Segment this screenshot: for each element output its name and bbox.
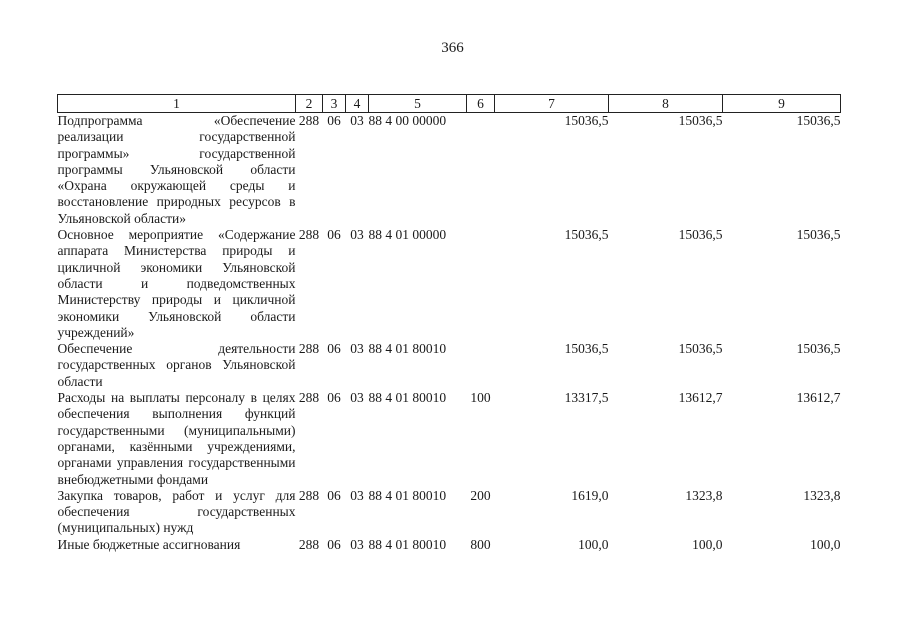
row-amount-col-7: 15036,5 <box>564 227 609 243</box>
row-section-code: 06 <box>327 227 341 243</box>
row-expense-type <box>467 341 495 390</box>
header-col-5: 5 <box>369 95 467 113</box>
table-row <box>58 227 841 341</box>
row-expense-type <box>467 113 495 228</box>
row-subsection-code: 03 <box>350 113 364 128</box>
header-col-8: 8 <box>609 95 723 113</box>
budget-table <box>57 94 841 553</box>
row-name: Обеспечение деятельности государственных органов Ульяновской области <box>57 341 296 389</box>
row-expense-type: 800 <box>470 536 491 552</box>
row-amount-col-9: 15036,5 <box>796 113 841 128</box>
row-ministry-code: 288 <box>298 536 320 552</box>
row-section-code: 06 <box>327 390 341 406</box>
row-ministry-code: 288 <box>298 390 320 406</box>
row-amount-col-7: 13317,5 <box>564 390 609 406</box>
row-amount-col-9: 15036,5 <box>796 341 841 357</box>
row-name: Расходы на выплаты персоналу в целях обеспечения выполнения функций государственными (муниципальными) органами, казёнными учреждениями, органами управления государственными внебюджетными фондами <box>57 390 296 487</box>
row-amount-col-8: 13612,7 <box>678 390 723 406</box>
row-amount-col-9: 100,0 <box>810 536 841 552</box>
row-target-article: 88 4 01 80010 <box>368 390 447 406</box>
row-amount-col-8: 15036,5 <box>678 341 723 357</box>
row-amount-col-9: 15036,5 <box>796 227 841 243</box>
row-subsection-code: 03 <box>350 536 364 552</box>
table-body <box>58 113 841 554</box>
row-amount-col-8: 100,0 <box>692 536 723 552</box>
header-col-2: 2 <box>296 95 323 113</box>
table-row <box>58 488 841 537</box>
row-amount-col-7: 15036,5 <box>564 113 609 128</box>
row-section-code: 06 <box>327 341 341 357</box>
header-col-3: 3 <box>323 95 346 113</box>
row-name: Подпрограмма «Обеспечение реализации государственной программы» государственной программы Ульяновской области «Охрана окружающей среды и восстановление природных ресурсов в Ульяновской области» <box>57 113 296 226</box>
header-col-7: 7 <box>495 95 609 113</box>
row-ministry-code: 288 <box>298 113 320 128</box>
row-expense-type: 200 <box>470 487 491 503</box>
row-expense-type: 100 <box>470 390 491 406</box>
row-ministry-code: 288 <box>298 487 320 503</box>
header-col-9: 9 <box>723 95 841 113</box>
table-row <box>58 390 841 488</box>
header-col-6: 6 <box>467 95 495 113</box>
row-section-code: 06 <box>327 113 341 128</box>
header-col-1: 1 <box>58 95 296 113</box>
table-row <box>58 537 841 553</box>
row-subsection-code: 03 <box>350 341 364 357</box>
row-name: Иные бюджетные ассигнования <box>57 536 241 552</box>
page-number: 366 <box>441 40 464 56</box>
row-target-article: 88 4 00 00000 <box>368 113 447 128</box>
row-target-article: 88 4 01 00000 <box>368 227 447 243</box>
row-subsection-code: 03 <box>350 227 364 243</box>
row-subsection-code: 03 <box>350 487 364 503</box>
table-row <box>58 113 841 228</box>
row-amount-col-7: 1619,0 <box>571 487 609 503</box>
row-ministry-code: 288 <box>298 341 320 357</box>
row-expense-type <box>467 227 495 341</box>
table-row <box>58 341 841 390</box>
row-section-code: 06 <box>327 536 341 552</box>
header-col-4: 4 <box>346 95 369 113</box>
row-amount-col-8: 15036,5 <box>678 227 723 243</box>
row-amount-col-9: 13612,7 <box>796 390 841 406</box>
header-row <box>58 95 841 113</box>
row-amount-col-9: 1323,8 <box>803 487 841 503</box>
row-name: Закупка товаров, работ и услуг для обеспечения государственных (муниципальных) нужд <box>57 487 296 536</box>
row-target-article: 88 4 01 80010 <box>368 536 447 552</box>
table-header <box>58 95 841 113</box>
row-amount-col-7: 15036,5 <box>564 341 609 357</box>
row-target-article: 88 4 01 80010 <box>368 341 447 357</box>
row-amount-col-8: 1323,8 <box>685 487 723 503</box>
row-amount-col-8: 15036,5 <box>678 113 723 128</box>
row-target-article: 88 4 01 80010 <box>368 487 447 503</box>
row-subsection-code: 03 <box>350 390 364 406</box>
row-section-code: 06 <box>327 487 341 503</box>
row-amount-col-7: 100,0 <box>578 536 609 552</box>
row-ministry-code: 288 <box>298 227 320 243</box>
row-name: Основное мероприятие «Содержание аппарата Министерства природы и цикличной экономики Ульяновской области и подведомственных Министерству природы и цикличной экономики Ульяновской области учреждений» <box>57 227 296 340</box>
